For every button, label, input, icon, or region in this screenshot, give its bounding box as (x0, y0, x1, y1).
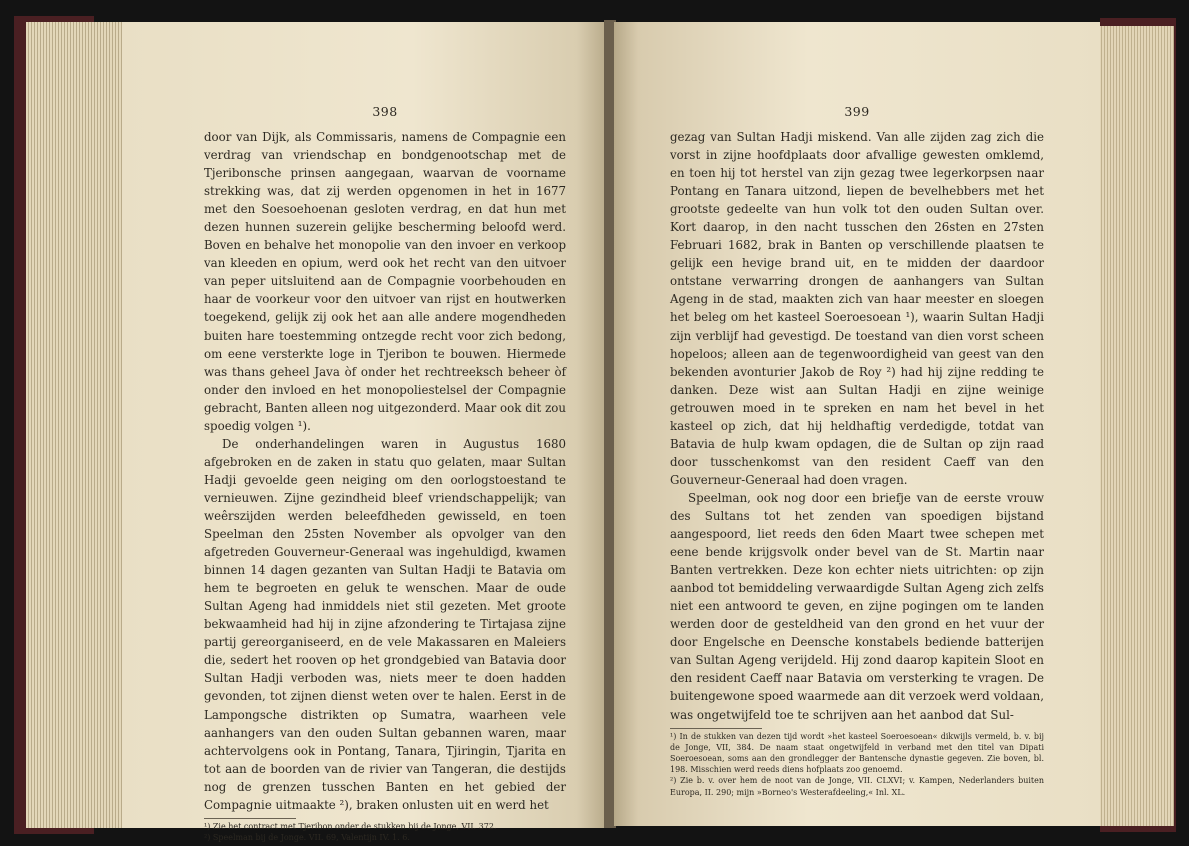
body-text (670, 128, 1044, 724)
body-text (204, 128, 566, 814)
footnote: ¹) Zie het contract met Tjeribon onder de stukken bij de Jonge, VII. 372. (204, 821, 497, 831)
right-page (614, 22, 1100, 826)
left-page (122, 22, 606, 842)
page-number: 399 (844, 104, 870, 119)
footnote-rule (670, 728, 762, 729)
paragraph: Speelman, ook nog door een briefje van de eerste vrouw des Sultans tot het zenden van spoedigen bijstand aangespoord, liet reeds den 6den Maart twee schepen met eene bende krijgsvolk onder bevel van de St. Martin naar Banten vertrekken. Deze kon echter niets uitrichten: op zijn aanbod tot bemiddeling verwaardigde Sultan Ageng zich zelfs niet een antwoord te geven, en zijne pogingen om te landen werden door de gesteldheid van den grond en het vuur der door Engelsche en Deensche konstabels bediende batterijen van Sultan Ageng verijdeld. Hij zond daarop kapitein Sloot en den resident Caeff naar Batavia om versterking te vragen. De buitengewone spoed waarmede aan dit verzoek werd voldaan, was ongetwijfeld toe te schrijven aan het aanbod dat Sul- (670, 490, 1044, 722)
paragraph: gezag van Sultan Hadji miskend. Van alle zijden zag zich die vorst in zijne hoofdplaats door afvallige gewesten omklemd, en toen hij tot herstel van zijn gezag twee legerkorpsen naar Pontang en Tanara uitzond, liepen de bevelhebbers met het grootste gedeelte van hun volk tot den ouden Sultan over. Kort daarop, in den nacht tusschen den 26sten en 27sten Februari 1682, brak in Banten op verschillende plaatsen te gelijk een hevige brand uit, en te midden der daardoor ontstane verwarring drongen de aanhangers van Sultan Ageng in de stad, maakten zich van haar meester en sloegen het beleg om het kasteel Soeroesoean ¹), waarin Sultan Hadji zijn verblijf had gevestigd. De toestand van dien vorst scheen hopeloos; alleen aan de tegenwoordigheid van geest van den bekenden avonturier Jakob de Roy ²) had hij zijne redding te danken. Deze wist aan Sultan Hadji en zijne weinige getrouwen moed in te spreken en nam het bevel in het kasteel op zich, dat hij heldhaftig verdedigde, totdat van Batavia de hulp kwam opdagen, die de Sultan op zijn raad door tusschenkomst van den resident Caeff van den Gouverneur-Generaal had doen vragen. (670, 130, 1044, 487)
paragraph: De onderhandelingen waren in Augustus 1680 afgebroken en de zaken in statu quo gelaten, maar Sultan Hadji gevoelde geen neiging om den oorlogstoestand te vernieuwen. Zijne gezindheid bleef vriendschappelijk; van weêrszijden werden beleefdheden gewisseld, en toen Speelman den 25sten November als opvolger van den afgetreden Gouverneur-Generaal was ingehuldigd, kwamen binnen 14 dagen gezanten van Sultan Hadji te Batavia om hem te begroeten en geluk te wenschen. Maar de oude Sultan Ageng had inmiddels niet stil gezeten. Met groote bekwaamheid had hij in zijne afzondering te Tirtajasa zijne partij gereorganiseerd, en de vele Makassaren en Maleiers die, sedert het rooven op het grondgebied van Batavia door Sultan Hadji verboden was, niets meer te doen hadden gevonden, tot zijnen dienst weten over te halen. Eerst in de Lampongsche distrikten op Sumatra, waarheen vele aanhangers van den ouden Sultan gebannen waren, maar achtervolgens ook in Pontang, Tanara, Tjiringin, Tjarita en tot aan de boorden van de rivier van Tangeran, die destijds nog de grenzen tusschen Banten en het gebied der Compagnie uitmaakte ²), braken onlusten uit en werd het (204, 436, 566, 812)
footnote-rule (204, 818, 296, 819)
page-number: 398 (372, 104, 398, 119)
page-edges-right (1098, 26, 1174, 826)
footnotes (204, 821, 566, 843)
footnote: ¹) In de stukken van dezen tijd wordt »het kasteel Soeroesoean« dikwijls vermeld, b. v. bij de Jonge, VII, 384. De naam staat ongetwijfeld in verband met den titel van Dipati Soeroesoean, soms aan den grondlegger der Bantensche dynastie gegeven. Zie boven, bl. 198. Misschien werd reeds diens hofplaats zoo genoemd. (670, 731, 1044, 775)
paragraph: door van Dijk, als Commissaris, namens de Compagnie een verdrag van vriendschap en bondgenootschap met de Tjeribonsche prinsen aangegaan, waarvan de voorname strekking was, dat zij werden opgenomen in het in 1677 met den Soesoehoenan gesloten verdrag, en dat hun met dezen hunnen suzerein gelijke bescherming beloofd werd. Boven en behalve het monopolie van den invoer en verkoop van kleeden en opium, werd ook het recht van den uitvoer van peper uitsluitend aan de Compagnie voorbehouden en haar de voorkeur voor den uitvoer van rijst en houtwerken toegekend, gelijk zij ook het aan alle andere mogendheden buiten hare toestemming ontzegde recht voor zich bedong, om eene versterkte loge in Tjeribon te bouwen. Hiermede was thans geheel Java òf onder het rechtreeksch beheer òf onder den invloed en het monopoliestelsel der Compagnie gebracht, Banten alleen nog uitgezonderd. Maar ook dit zou spoedig volgen ¹). (204, 130, 566, 433)
footnotes (670, 731, 1044, 798)
page-edges-left (26, 22, 124, 828)
footnote: ²) Speelman bij de Jonge. VII. 69, Valentijn IV. 1. 6. (204, 832, 410, 842)
footnote: ²) Zie b. v. over hem de noot van de Jonge, VII. CLXVI; v. Kampen, Nederlanders buiten Europa, II. 290; mijn »Borneo's Westerafdeeling,« Inl. XL. (670, 776, 1044, 797)
